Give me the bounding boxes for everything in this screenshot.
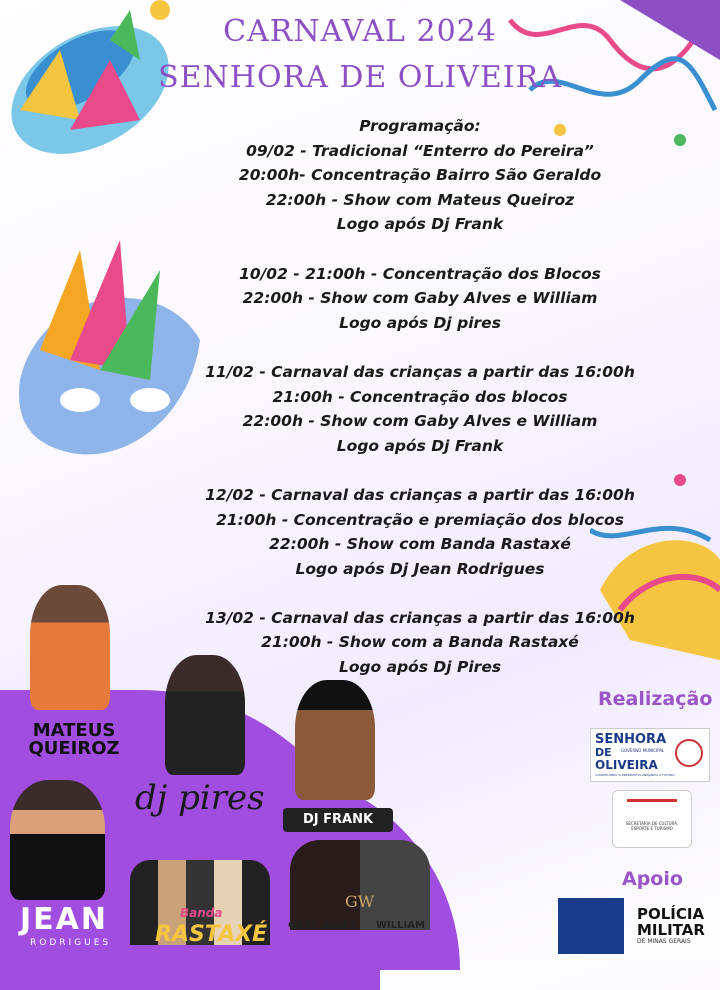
schedule-line: Logo após Dj Frank — [336, 215, 504, 234]
schedule-line: 09/02 - Tradicional “Enterro do Pereira” — [246, 141, 594, 160]
william-label: WILLIAM — [376, 920, 425, 931]
event-subtitle: SENHORA DE OLIVEIRA — [158, 60, 562, 95]
program-day-1002 — [200, 262, 640, 336]
policia-militar-logo — [637, 906, 717, 952]
senhora-de-oliveira-logo — [590, 728, 710, 782]
schedule-line: 21:00h - Show com a Banda Rastaxé — [261, 633, 579, 652]
schedule-line: 12/02 - Carnaval das crianças a partir das 16:00h — [205, 485, 635, 504]
dj-pires-label: dj pires — [135, 778, 265, 818]
mask-decoration — [0, 230, 215, 490]
schedule-line: 21:00h - Concentração e premiação dos blocos — [216, 510, 624, 529]
gw-monogram: GW — [345, 892, 375, 911]
dj-pires-photo — [165, 655, 245, 775]
schedule-line: Logo após Dj Jean Rodrigues — [295, 559, 545, 578]
schedule-line: 21:00h - Concentração dos blocos — [272, 387, 568, 406]
municipal-logo — [558, 898, 624, 954]
apoio-label: Apoio — [622, 868, 683, 890]
jean-rodrigues-label: JEAN — [20, 902, 108, 937]
policia-line1: POLÍCIA — [637, 905, 705, 923]
gaby-alves-label: GABY ALVES — [288, 920, 357, 931]
policia-line2: MILITAR — [637, 921, 705, 939]
mateus-queiroz-label: MATEUS QUEIROZ — [28, 720, 120, 759]
dj-frank-label: DJ FRANK — [302, 812, 374, 827]
schedule-line: 22:00h - Show com Mateus Queiroz — [265, 190, 575, 209]
senhora-logo-gov: GOVERNO MUNICIPAL — [621, 748, 665, 753]
jean-rodrigues-photo — [10, 780, 105, 900]
jean-rodrigues-sublabel: RODRIGUES — [30, 938, 112, 948]
gaby-william-photo — [290, 840, 430, 930]
schedule-line: Logo após Dj Pires — [338, 658, 502, 677]
policia-line3: DE MINAS GERAIS — [637, 938, 691, 945]
mateus-queiroz-photo — [30, 585, 110, 710]
houses-icon — [627, 799, 677, 818]
schedule-line: Logo após Dj Frank — [336, 436, 504, 455]
schedule-line: 13/02 - Carnaval das crianças a partir das 16:00h — [205, 608, 635, 627]
event-title: CARNAVAL 2024 — [223, 14, 497, 49]
program-day-1302 — [200, 606, 640, 680]
dj-frank-photo — [295, 680, 375, 800]
schedule-line: 11/02 - Carnaval das crianças a partir das 16:00h — [205, 362, 635, 381]
senhora-logo-slogan: CONSTRUINDO O PRESENTE PLANEJANDO O FUTURO — [595, 773, 675, 777]
secretaria-cultura-logo — [612, 790, 692, 848]
secretaria-logo-text: SECRETARIA DE CULTURA, ESPORTE E TURISMO — [625, 821, 679, 831]
schedule-line: 22:00h - Show com Banda Rastaxé — [269, 535, 571, 554]
program-day-0902 — [200, 139, 640, 237]
banda-rastaxe-label: RASTAXÉ — [155, 922, 268, 947]
schedule-line: 22:00h - Show com Gaby Alves e William — [242, 412, 598, 431]
schedule-line: 22:00h - Show com Gaby Alves e William — [242, 289, 598, 308]
heart-icon — [675, 739, 703, 767]
schedule-line: 10/02 - 21:00h - Concentração dos Blocos — [239, 264, 601, 283]
schedule-line: 20:00h- Concentração Bairro São Geraldo — [238, 166, 602, 185]
program-heading: Programação: — [359, 117, 481, 135]
senhora-logo-line3: OLIVEIRA — [595, 758, 658, 772]
program-day-1102 — [200, 360, 640, 458]
senhora-logo-line1: SENHORA — [595, 732, 667, 747]
program-schedule — [200, 114, 640, 704]
realizacao-label: Realização — [598, 688, 713, 710]
senhora-logo-line2: DE — [595, 746, 612, 759]
dj-frank-badge — [283, 808, 393, 832]
banda-rastaxe-label-top: Banda — [180, 906, 223, 920]
program-day-1202 — [200, 483, 640, 581]
schedule-line: Logo após Dj pires — [339, 313, 501, 332]
